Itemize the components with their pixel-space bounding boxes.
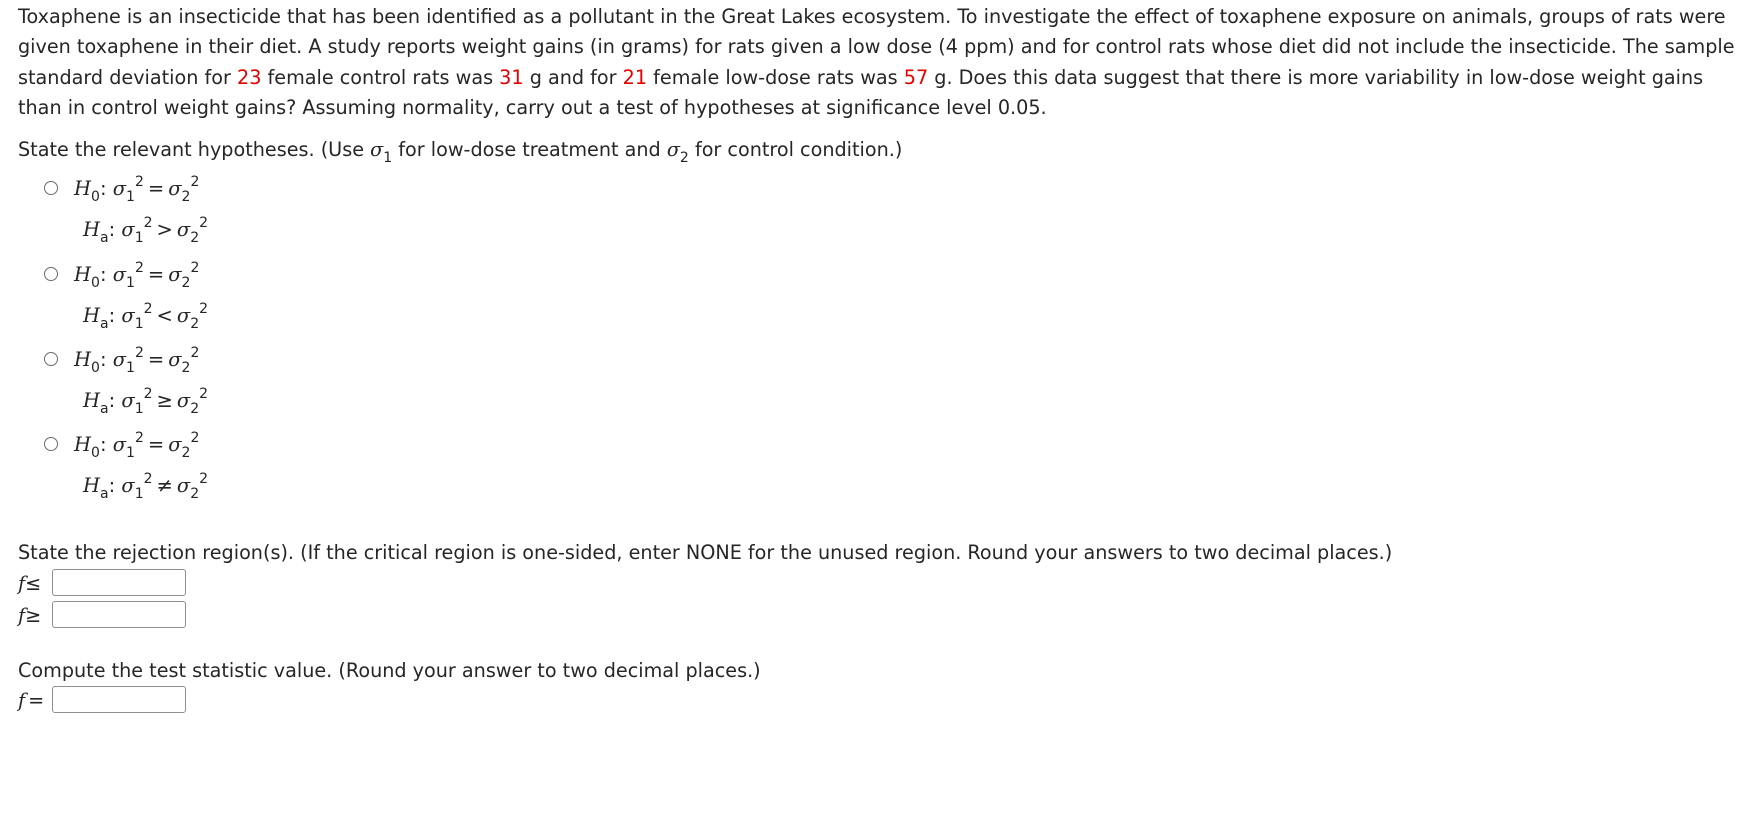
hypotheses-prompt [18,137,902,165]
control-sample-size: 23 [236,65,262,89]
statistic-label: f = [18,689,45,712]
null-hypothesis: $H_0$: $\sigma_1^2 = \sigma_2^2$ [74,174,200,205]
subscript: 1 [383,150,393,166]
alternative-hypothesis: $H_a$: $\sigma_1^2 \ne \sigma_2^2$ [83,471,209,502]
intro-text: Toxaphene is an insecticide that has been identified as a pollutant in the Great Lakes ecosystem. To investigate the effect of toxaphene exposure on animals, groups of rats were given toxaphene in their diet. A study reports weight gains (in grams) for rats given a low dose (4 ppm) and for control rats whose diet did not include the insecticide. The sample standard deviation for [18,5,1735,89]
radio-button[interactable] [44,352,58,366]
statistic-prompt: Compute the test statistic value. (Round your answer to two decimal places.) [18,659,761,682]
test-statistic-input[interactable] [52,686,186,713]
radio-button[interactable] [44,181,58,195]
alternative-hypothesis: $H_a$: $\sigma_1^2 > \sigma_2^2$ [83,215,209,246]
low-dose-sample-size: 21 [622,65,648,89]
low-dose-std-dev: 57 [903,65,929,89]
rejection-prompt: State the rejection region(s). (If the critical region is one-sided, enter NONE for the unused region. Round your answers to two decimal places.) [18,541,1393,564]
lower-rejection-input[interactable] [52,569,186,596]
intro-text: g. Does this data suggest that there is more variability in low-dose weight gains than in control weight gains? Assuming normality, carry out a test of hypotheses at significance level 0.05. [18,65,1704,119]
radio-button[interactable] [44,267,58,281]
radio-button[interactable] [44,437,58,451]
prompt-text: for control condition.) [688,138,903,161]
intro-text: g and for [523,65,623,89]
null-hypothesis: $H_0$: $\sigma_1^2 = \sigma_2^2$ [74,345,200,376]
sigma-symbol: σ [666,138,680,161]
intro-text: female control rats was [261,65,500,89]
control-std-dev: 31 [499,65,524,89]
intro-text: female low-dose rats was [647,65,904,89]
prompt-text: for low-dose treatment and [392,138,667,161]
subscript: 2 [679,150,689,166]
sigma-symbol: σ [370,138,384,161]
lower-rejection-label: f≤ [18,572,42,595]
upper-rejection-input[interactable] [52,601,186,628]
alternative-hypothesis: $H_a$: $\sigma_1^2 < \sigma_2^2$ [83,301,209,332]
problem-statement [18,2,1748,123]
upper-rejection-label: f≥ [18,604,42,627]
null-hypothesis: $H_0$: $\sigma_1^2 = \sigma_2^2$ [74,430,200,461]
null-hypothesis: $H_0$: $\sigma_1^2 = \sigma_2^2$ [74,260,200,291]
alternative-hypothesis: $H_a$: $\sigma_1^2 \ge \sigma_2^2$ [83,386,209,417]
prompt-text: State the relevant hypotheses. (Use [18,138,371,161]
